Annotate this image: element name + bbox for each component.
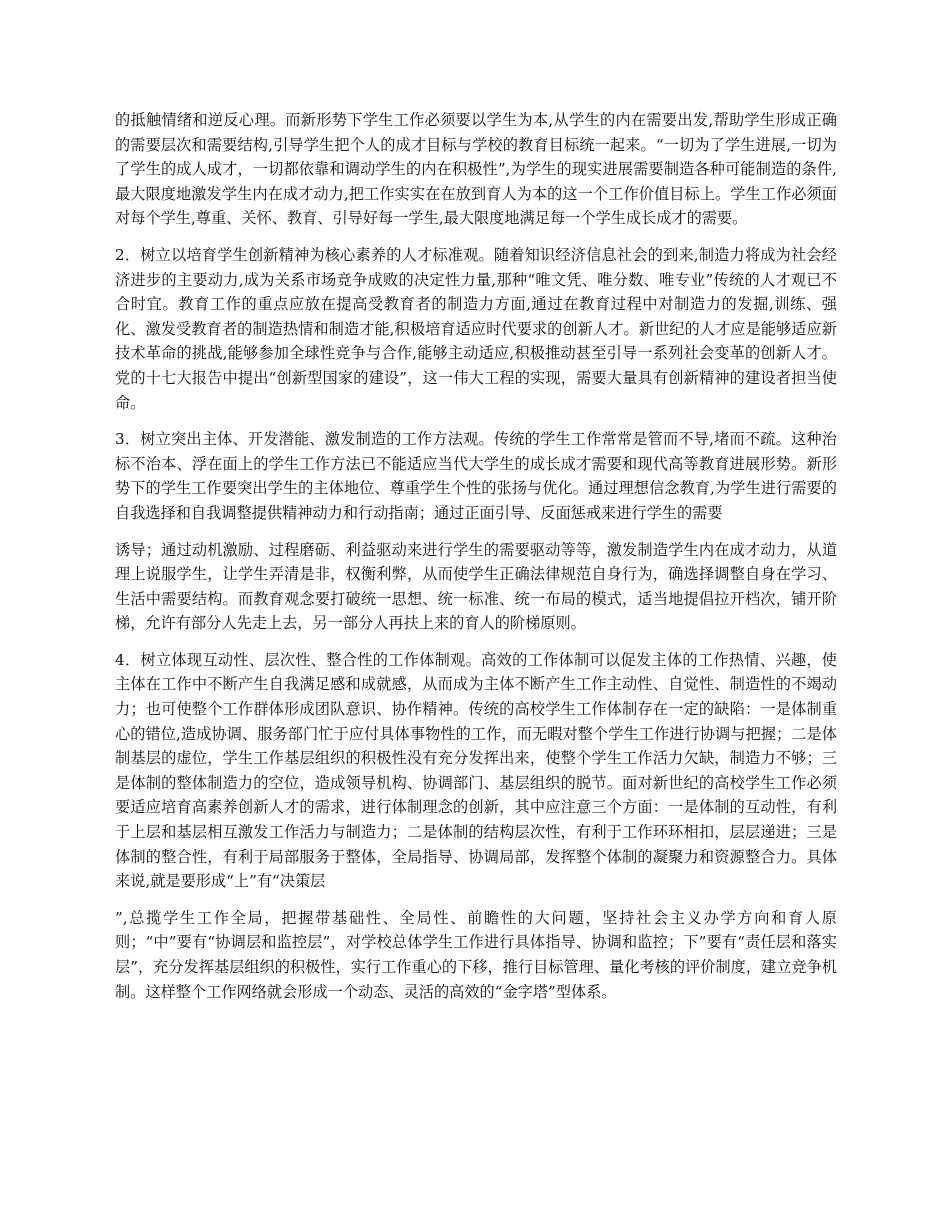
paragraph-4-work-system: 4．树立体现互动性、层次性、整合性的工作体制观。高效的工作体制可以促发主体的工作热情、兴趣，使主体在工作中不断产生自我满足感和成就感，从而成为主体不断产生工作主动性、自觉性、制造性的不竭动力；也可使整个工作群体形成团队意识、协作精神。传统的高校学生工作体制存在一定的缺陷：一是体制重心的错位,造成协调、服务部门忙于应付具体事物性的工作，而无暇对整个学生工作进行协调与把握；二是体制基层的虚位，学生工作基层组织的积极性没有充分发挥出来，使整个学生工作活力欠缺，制造力不够；三是体制的整体制造力的空位，造成领导机构、协调部门、基层组织的脱节。面对新世纪的高校学生工作必须要适应培育高素养创新人才的需求，进行体制理念的创新，其中应注意三个方面：一是体制的互动性，有利于上层和基层相互激发工作活力与制造力；二是体制的结构层次性，有利于工作环环相扣，层层递进；三是体制的整合性，有利于局部服务于整体，全局指导、协调局部，发挥整个体制的凝聚力和资源整合力。具体来说,就是要形成“上”有“决策层 — [115, 650, 837, 891]
paragraph-3-continuation: 诱导；通过动机激励、过程磨砺、利益驱动来进行学生的需要驱动等等，激发制造学生内在成才动力，从道理上说服学生，让学生弄清是非，权衡利弊，从而使学生正确法律规范自身行为，确选择调整自身在学习、生活中需要结构。而教育观念要打破统一思想、统一标准、统一布局的模式，适当地提倡拉开档次，铺开阶梯，允许有部分人先走上去，另一部分人再扶上来的育人的阶梯原则。 — [115, 540, 837, 633]
paragraph-intro-continuation: 的抵触情绪和逆反心理。而新形势下学生工作必须要以学生为本,从学生的内在需要出发,帮助学生形成正确的需要层次和需要结构,引导学生把个人的成才目标与学校的教育目标统一起来。“一切为了学生进展,一切为了学生的成人成才，一切都依靠和调动学生的内在积极性”,为学生的现实进展需要制造各种可能制造的条件,最大限度地激发学生内在成才动力,把工作实实在在放到育人为本的这一个工作价值目标上。学生工作必须面对每个学生,尊重、关怀、教育、引导好每一学生,最大限度地满足每一个学生成长成才的需要。 — [115, 111, 837, 228]
paragraph-2-talent-standard: 2．树立以培育学生创新精神为核心素养的人才标准观。随着知识经济信息社会的到来,制造力将成为社会经济进步的主要动力,成为关系市场竞争成败的决定性力量,那种“唯文凭、唯分数、唯专业”传统的人才观已不合时宜。教育工作的重点应放在提高受教育者的制造力方面,通过在教育过程中对制造力的发掘,训练、强化、激发受教育者的制造热情和制造才能,积极培育适应时代要求的创新人才。新世纪的人才应是能够适应新技术革命的挑战,能够参加全球性竞争与合作,能够主动适应,积极推动甚至引导一系列社会变革的创新人才。党的十七大报告中提出“创新型国家的建设”，这一伟大工程的实现，需要大量具有创新精神的建设者担当使命。 — [115, 245, 837, 412]
document-body — [115, 108, 837, 1016]
paragraph-4-continuation: ”,总揽学生工作全局，把握带基础性、全局性、前瞻性的大问题，坚持社会主义办学方向和育人原则；“中”要有“协调层和监控层”，对学校总体学生工作进行具体指导、协调和监控；下”要有“责任层和落实层”，充分发挥基层组织的积极性，实行工作重心的下移，推行目标管理、量化考核的评价制度，建立竞争机制。这样整个工作网络就会形成一个动态、灵活的高效的“金字塔”型体系。 — [115, 908, 837, 1001]
paragraph-3-work-method: 3．树立突出主体、开发潜能、激发制造的工作方法观。传统的学生工作常常是管而不导,堵而不疏。这种治标不治本、浮在面上的学生工作方法已不能适应当代大学生的成长成才需要和现代高等教育进展形势。新形势下的学生工作要突出学生的主体地位、尊重学生个性的张扬与优化。通过理想信念教育,为学生进行需要的自我选择和自我调整提供精神动力和行动指南；通过正面引导、反面惩戒来进行学生的需要 — [115, 430, 837, 522]
